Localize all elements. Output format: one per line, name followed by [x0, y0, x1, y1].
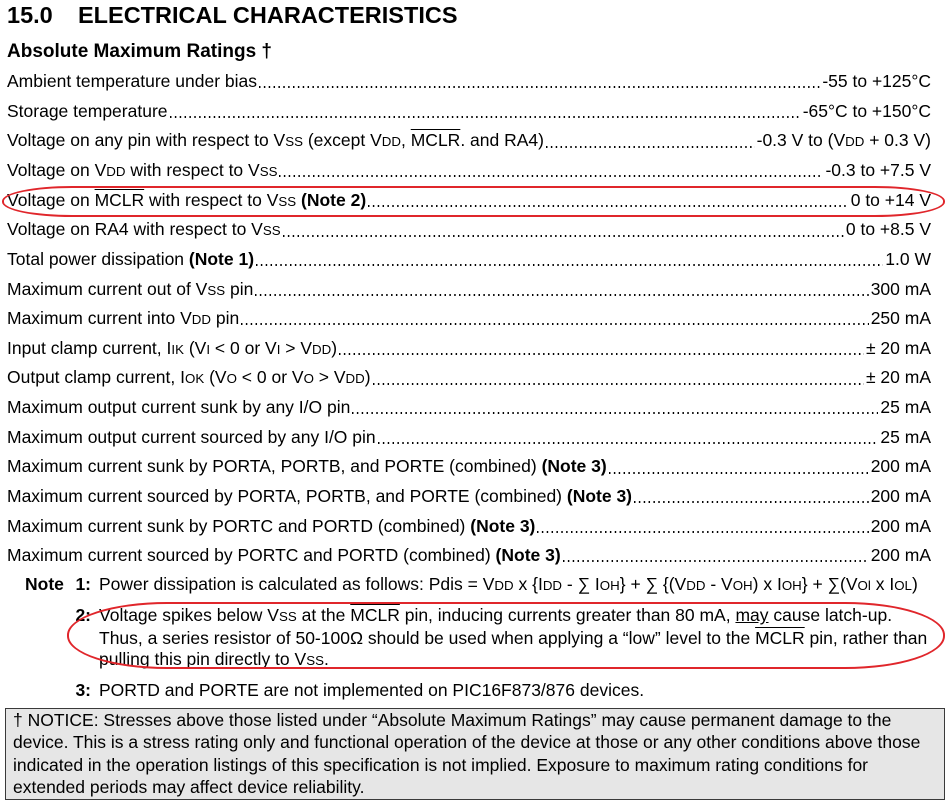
text-segment: pulling this pin directly to V	[99, 649, 307, 670]
subscript: DD	[686, 578, 706, 594]
rating-value	[880, 423, 931, 453]
subscript: OK	[185, 371, 205, 387]
subscript: OH	[781, 578, 802, 594]
text-segment: cause latch-up.	[768, 605, 893, 626]
subscript: DD	[494, 578, 514, 594]
subscript: O	[303, 371, 314, 387]
text-segment: Maximum output current sourced by any I/O pin	[7, 426, 376, 447]
rating-row	[7, 363, 931, 393]
note-text	[99, 680, 644, 702]
dot-leader	[352, 393, 878, 423]
text-segment: with respect to V	[144, 189, 279, 210]
rating-row	[7, 67, 931, 97]
note-reference: (Note 3)	[541, 456, 607, 477]
rating-row	[7, 512, 931, 542]
rating-row	[7, 245, 931, 275]
underlined-text: may	[735, 605, 769, 626]
dot-leader	[256, 245, 883, 275]
rating-label	[7, 541, 561, 571]
text-segment: )	[331, 337, 338, 358]
text-segment: Output clamp current, I	[7, 367, 185, 388]
rating-row	[7, 215, 931, 245]
rating-row	[7, 423, 931, 453]
rating-row	[7, 186, 931, 216]
dot-leader	[279, 156, 823, 186]
overlined-pin-name: MCLR	[410, 130, 461, 151]
text-segment: Maximum current out of V	[7, 278, 208, 299]
text-segment: 300 mA	[870, 278, 931, 299]
text-segment: Thus, a series resistor of 50-100Ω should be used when applying a “low” level to the	[99, 627, 756, 648]
text-segment: x I	[870, 574, 895, 595]
text-segment: ,	[401, 130, 411, 151]
text-segment: 0 to +8.5 V	[845, 219, 931, 240]
rating-value	[871, 541, 931, 571]
rating-label	[7, 452, 607, 482]
subscript: SS	[207, 282, 226, 298]
subscript: SS	[278, 193, 297, 209]
text-segment: 25 mA	[880, 426, 931, 447]
text-segment: (V	[183, 337, 207, 358]
rating-value	[885, 245, 931, 275]
rating-label	[7, 304, 239, 334]
rating-label	[7, 97, 168, 127]
rating-label	[7, 512, 535, 542]
rating-row	[7, 97, 931, 127]
text-segment: )	[911, 574, 918, 595]
subscript: Ol	[857, 578, 871, 594]
rating-value	[846, 215, 931, 245]
text-segment: (V	[204, 367, 227, 388]
dot-leader	[537, 512, 868, 542]
subscript: SS	[285, 134, 303, 150]
note-number: 2:	[75, 605, 91, 626]
rating-value	[866, 363, 931, 393]
text-segment: Storage temperature	[7, 100, 168, 121]
text-segment: 200 mA	[870, 485, 931, 506]
dot-leader	[563, 541, 869, 571]
dot-leader	[546, 126, 755, 156]
text-segment: Ambient temperature under bias	[7, 71, 257, 92]
rating-row	[7, 126, 931, 156]
text-segment: Maximum current into V	[7, 308, 192, 329]
text-segment: 1.0 W	[885, 248, 931, 269]
text-segment: > V	[280, 337, 313, 358]
text-segment: < 0 or V	[236, 367, 304, 388]
text-segment: 250 mA	[870, 308, 931, 329]
text-segment: pin	[211, 308, 240, 329]
subscript: I	[206, 341, 211, 357]
rating-label	[7, 275, 253, 305]
rating-label	[7, 67, 257, 97]
rating-label	[7, 215, 281, 245]
notice-line: device. This is a stress rating only and functional operation of the device at those or any other conditions above those	[13, 732, 921, 753]
rating-row	[7, 156, 931, 186]
notes-section	[0, 574, 945, 710]
text-segment: with respect to V	[125, 160, 260, 181]
note-number: 1:	[75, 574, 91, 595]
rating-label	[7, 482, 632, 512]
subscript: DD	[542, 578, 563, 594]
text-segment: -65°C to +150°C	[802, 100, 931, 121]
text-segment: - ∑ I	[562, 574, 600, 595]
note-line	[99, 605, 927, 628]
text-segment: .	[323, 649, 329, 670]
rating-value	[880, 393, 931, 423]
notice-line: † NOTICE: Stresses above those listed under “Absolute Maximum Ratings” may cause permanent damage to the	[13, 710, 892, 730]
text-segment: . and RA4)	[460, 130, 544, 151]
subscript: IK	[171, 341, 184, 357]
rating-label	[7, 334, 337, 364]
note-number: 3:	[75, 680, 91, 701]
text-segment: > V	[313, 367, 346, 388]
text-segment: Maximum output current sunk by any I/O pin	[7, 397, 351, 418]
subscript: DD	[845, 134, 865, 150]
rating-label	[7, 186, 366, 216]
text-segment: -55 to +125°C	[822, 71, 931, 92]
text-segment: 200 mA	[870, 456, 931, 477]
text-segment: pin, inducing currents greater than 80 mA,	[399, 605, 736, 626]
notice-box	[5, 708, 945, 800]
note-reference: (Note 3)	[566, 485, 633, 506]
text-segment: -0.3 to +7.5 V	[825, 160, 931, 181]
note-reference: (Note 2)	[301, 189, 367, 210]
dot-leader	[634, 482, 869, 512]
text-segment: Power dissipation is calculated as follows: Pdis = V	[99, 574, 495, 595]
note-item	[0, 680, 945, 702]
text-segment: x {I	[513, 574, 543, 595]
note-reference: (Note 3)	[495, 545, 561, 566]
rating-label	[7, 393, 350, 423]
text-segment: } + ∑(V	[801, 574, 858, 595]
subscript: DD	[345, 371, 365, 387]
dot-leader	[241, 304, 868, 334]
text-segment: Maximum current sunk by PORTA, PORTB, and PORTE (combined)	[7, 456, 542, 477]
dot-leader	[609, 452, 869, 482]
subscript: OH	[732, 578, 753, 594]
text-segment: ) x I	[752, 574, 782, 595]
notice-line: extended periods may affect device reliability.	[13, 776, 365, 797]
rating-row	[7, 304, 931, 334]
rating-row	[7, 393, 931, 423]
text-segment: Voltage spikes below V	[99, 605, 279, 626]
ratings-heading: Absolute Maximum Ratings †	[7, 41, 272, 62]
subscript: OL	[894, 578, 912, 594]
note-item	[0, 605, 945, 672]
text-segment: pin, rather than	[804, 627, 928, 648]
rating-value	[871, 512, 931, 542]
rating-row	[7, 482, 931, 512]
text-segment: ± 20 mA	[865, 337, 931, 358]
subscript: SS	[262, 223, 281, 239]
subscript: DD	[106, 164, 126, 180]
text-segment: Input clamp current, I	[7, 337, 172, 358]
rating-value	[757, 126, 931, 156]
section-title: ELECTRICAL CHARACTERISTICS	[78, 2, 458, 28]
note-text	[99, 574, 918, 597]
rating-row	[7, 452, 931, 482]
rating-label	[7, 423, 376, 453]
overlined-pin-name: MCLR	[350, 605, 400, 626]
text-segment: -0.3 V to (V	[756, 130, 846, 151]
dot-leader	[378, 423, 879, 453]
dot-leader	[259, 67, 820, 97]
subscript: I	[276, 341, 281, 357]
text-segment: ± 20 mA	[865, 367, 931, 388]
note-item	[0, 574, 945, 597]
dot-leader	[339, 334, 864, 364]
section-number: 15.0	[7, 2, 53, 28]
rating-label	[7, 126, 544, 156]
rating-value	[822, 67, 931, 97]
text-segment: Maximum current sourced by PORTA, PORTB, and PORTE (combined)	[7, 485, 567, 506]
rating-label	[7, 245, 254, 275]
rating-label	[7, 156, 277, 186]
notice-line: indicated in the operation listings of this specification is not implied. Exposure to maximum rating conditions for	[13, 754, 869, 775]
text-segment: 0 to +14 V	[850, 189, 931, 210]
dot-leader	[373, 363, 864, 393]
rating-label	[7, 363, 371, 393]
text-segment: Total power dissipation	[7, 248, 189, 269]
text-segment: Voltage on any pin with respect to V	[7, 130, 286, 151]
text-segment: + 0.3 V)	[864, 130, 931, 151]
subscript: SS	[306, 653, 324, 669]
subscript: SS	[259, 164, 278, 180]
section-heading	[7, 1, 458, 29]
rating-value	[871, 482, 931, 512]
rating-value	[825, 156, 931, 186]
absolute-maximum-ratings-list	[7, 67, 931, 571]
note-reference: (Note 3)	[470, 515, 536, 536]
note-line	[99, 628, 927, 650]
text-segment: - V	[705, 574, 733, 595]
overlined-pin-name: MCLR	[94, 189, 145, 210]
text-segment: 200 mA	[870, 545, 931, 566]
text-segment: Maximum current sourced by PORTC and PORTD (combined)	[7, 545, 496, 566]
text-segment: } + ∑ {(V	[619, 574, 687, 595]
text-segment: )	[364, 367, 371, 388]
text-segment: PORTD and PORTE are not implemented on PIC16F873/876 devices.	[99, 680, 645, 701]
text-segment: 25 mA	[880, 397, 931, 418]
text-segment: Voltage on RA4 with respect to V	[7, 219, 263, 240]
rating-row	[7, 541, 931, 571]
note-prefix: Note	[25, 574, 64, 595]
rating-value	[803, 97, 931, 127]
text-segment: Voltage on V	[7, 160, 107, 181]
rating-value	[851, 186, 931, 216]
text-segment: < 0 or V	[210, 337, 277, 358]
subscript: SS	[278, 609, 297, 625]
note-text	[99, 605, 927, 672]
text-segment: Maximum current sunk by PORTC and PORTD (combined)	[7, 515, 471, 536]
subscript: OH	[599, 578, 620, 594]
dot-leader	[283, 215, 844, 245]
rating-value	[866, 334, 931, 364]
text-segment: pin	[225, 278, 254, 299]
dot-leader	[170, 97, 801, 127]
text-segment: (except V	[302, 130, 382, 151]
note-reference: (Note 1)	[188, 248, 255, 269]
rating-value	[871, 452, 931, 482]
note-line	[99, 649, 927, 672]
dot-leader	[255, 275, 868, 305]
subscript: O	[226, 371, 237, 387]
rating-value	[871, 275, 931, 305]
note-line	[99, 680, 644, 702]
rating-row	[7, 334, 931, 364]
text-segment: 200 mA	[870, 515, 931, 536]
subscript: DD	[191, 312, 211, 328]
rating-value	[871, 304, 931, 334]
rating-row	[7, 275, 931, 305]
dot-leader	[368, 186, 849, 216]
text-segment: at the	[296, 605, 351, 626]
text-segment: Voltage on	[7, 189, 95, 210]
subscript: DD	[312, 341, 332, 357]
subscript: DD	[381, 134, 401, 150]
overlined-pin-name: MCLR	[755, 627, 805, 648]
note-line	[99, 574, 918, 597]
